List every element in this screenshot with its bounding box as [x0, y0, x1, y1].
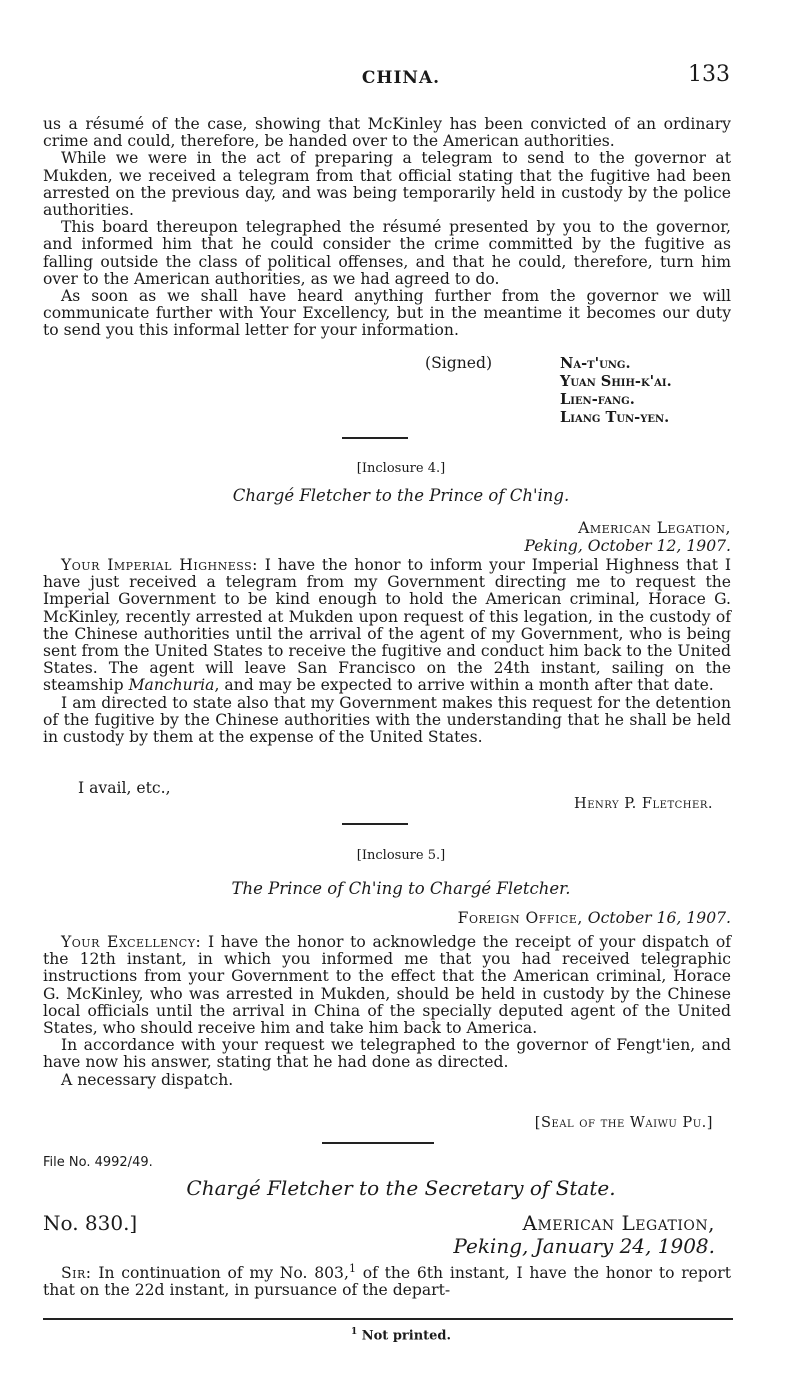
section-divider	[342, 437, 408, 439]
signatory: Lien-fang.	[560, 391, 635, 408]
salutation: Your Excellency:	[61, 933, 202, 951]
section-divider	[322, 1142, 434, 1144]
inclosure5-body	[43, 934, 731, 1089]
date-line: Peking, January 24, 1908.	[453, 1234, 715, 1258]
paragraph: In accordance with your request we telegraphed to the governor of Fengt'ien, and have now his answer, stating that he had done as directed.	[43, 1036, 731, 1072]
ship-name: Manchuria	[128, 676, 215, 695]
signed-label: (Signed)	[425, 354, 493, 372]
file-number: File No. 4992/49.	[43, 1155, 153, 1170]
document-number: No. 830.]	[43, 1211, 138, 1235]
paragraph: This board thereupon telegraphed the résumé presented by you to the governor, and informed him that he could consider the crime committed by the fugitive as falling outside the class of political offenses, and that he could, therefore, turn him over to the American authorities, as we had agreed to do.	[43, 218, 731, 288]
signatory: Liang Tun-yen.	[560, 409, 670, 426]
file-body	[43, 1260, 731, 1300]
letter1-body	[43, 116, 731, 340]
salutation: Sir:	[61, 1264, 92, 1283]
seal: [Seal of the Waiwu Pu.]	[534, 1114, 713, 1131]
paragraph: I am directed to state also that my Government makes this request for the detention of the fugitive by the Chinese authorities with the understanding that he shall be held in custody by them at the expense of the United States.	[43, 693, 731, 747]
date-line: Peking, October 12, 1907.	[524, 537, 731, 555]
letter-heading: The Prince of Ch'ing to Chargé Fletcher.	[231, 879, 571, 898]
place-date-line: Foreign Office, October 16, 1907.	[457, 909, 731, 927]
footnote: $^1$ Not printed.	[350, 1327, 452, 1344]
paragraph: Your Excellency: I have the honor to acknowledge the receipt of your dispatch of the 12th instant, in which you informed me that you had received telegraphic instructions from your Government to the effect that the American criminal, Horace G. McKinley, who was arrested in Mukden, should be held in custody by the Chinese local officials until the arrival in China of the specially deputed agent of the United States, who should receive him and take him back to America.	[43, 933, 731, 1038]
closing: I avail, etc.,	[78, 779, 171, 797]
section-divider	[342, 823, 408, 825]
page-number: 133	[688, 62, 730, 87]
place-line: American Legation,	[522, 1211, 715, 1235]
letter-heading: Chargé Fletcher to the Secretary of State.	[186, 1176, 616, 1200]
footnote-marker: 1	[348, 1262, 356, 1275]
closing: A necessary dispatch.	[61, 1070, 234, 1089]
inclosure-label: [Inclosure 5.]	[356, 848, 446, 863]
signatory: Na-t'ung.	[560, 355, 631, 372]
paragraph: Your Imperial Highness: I have the honor to inform your Imperial Highness that I have just received a telegram from my Government directing me to request the Imperial Government to be kind enough to hold the American criminal, Horace G. McKinley, recently arrested at Mukden upon request of this legation, in the custody of the Chinese authorities until the arrival of the agent of my Government, who is being sent from the United States to receive the fugitive and conduct him back to the United States. The agent will leave San Francisco on the 24th instant, sailing on the steamship Manchuria, and may be expected to arrive within a month after that date.	[43, 556, 732, 695]
paragraph: us a résumé of the case, showing that McKinley has been convicted of an ordinary crime and could, therefore, be handed over to the American authorities.	[43, 115, 731, 151]
paragraph: As soon as we shall have heard anything further from the governor we will communicate further with Your Excellency, but in the meantime it becomes our duty to send you this informal letter for your information.	[43, 287, 731, 340]
footnote-rule	[43, 1318, 733, 1320]
paragraph: Sir: In continuation of my No. 803,$^1$ of the 6th instant, I have the honor to report that on the 22d instant, in pursuance of the depart-	[43, 1262, 731, 1300]
salutation: Your Imperial Highness:	[61, 556, 258, 574]
running-head: CHINA.	[361, 68, 441, 88]
signatory: Yuan Shih-k'ai.	[560, 373, 672, 390]
inclosure-label: [Inclosure 4.]	[356, 461, 446, 476]
paragraph: While we were in the act of preparing a telegram to send to the governor at Mukden, we received a telegram from that official stating that the fugitive had been arrested on the previous day, and was being temporarily held in custody by the police authorities.	[43, 149, 731, 220]
letter-heading: Chargé Fletcher to the Prince of Ch'ing.	[232, 486, 570, 505]
signature: Henry P. Fletcher.	[574, 795, 713, 812]
inclosure4-body	[43, 557, 731, 746]
place-line: American Legation,	[578, 519, 731, 537]
